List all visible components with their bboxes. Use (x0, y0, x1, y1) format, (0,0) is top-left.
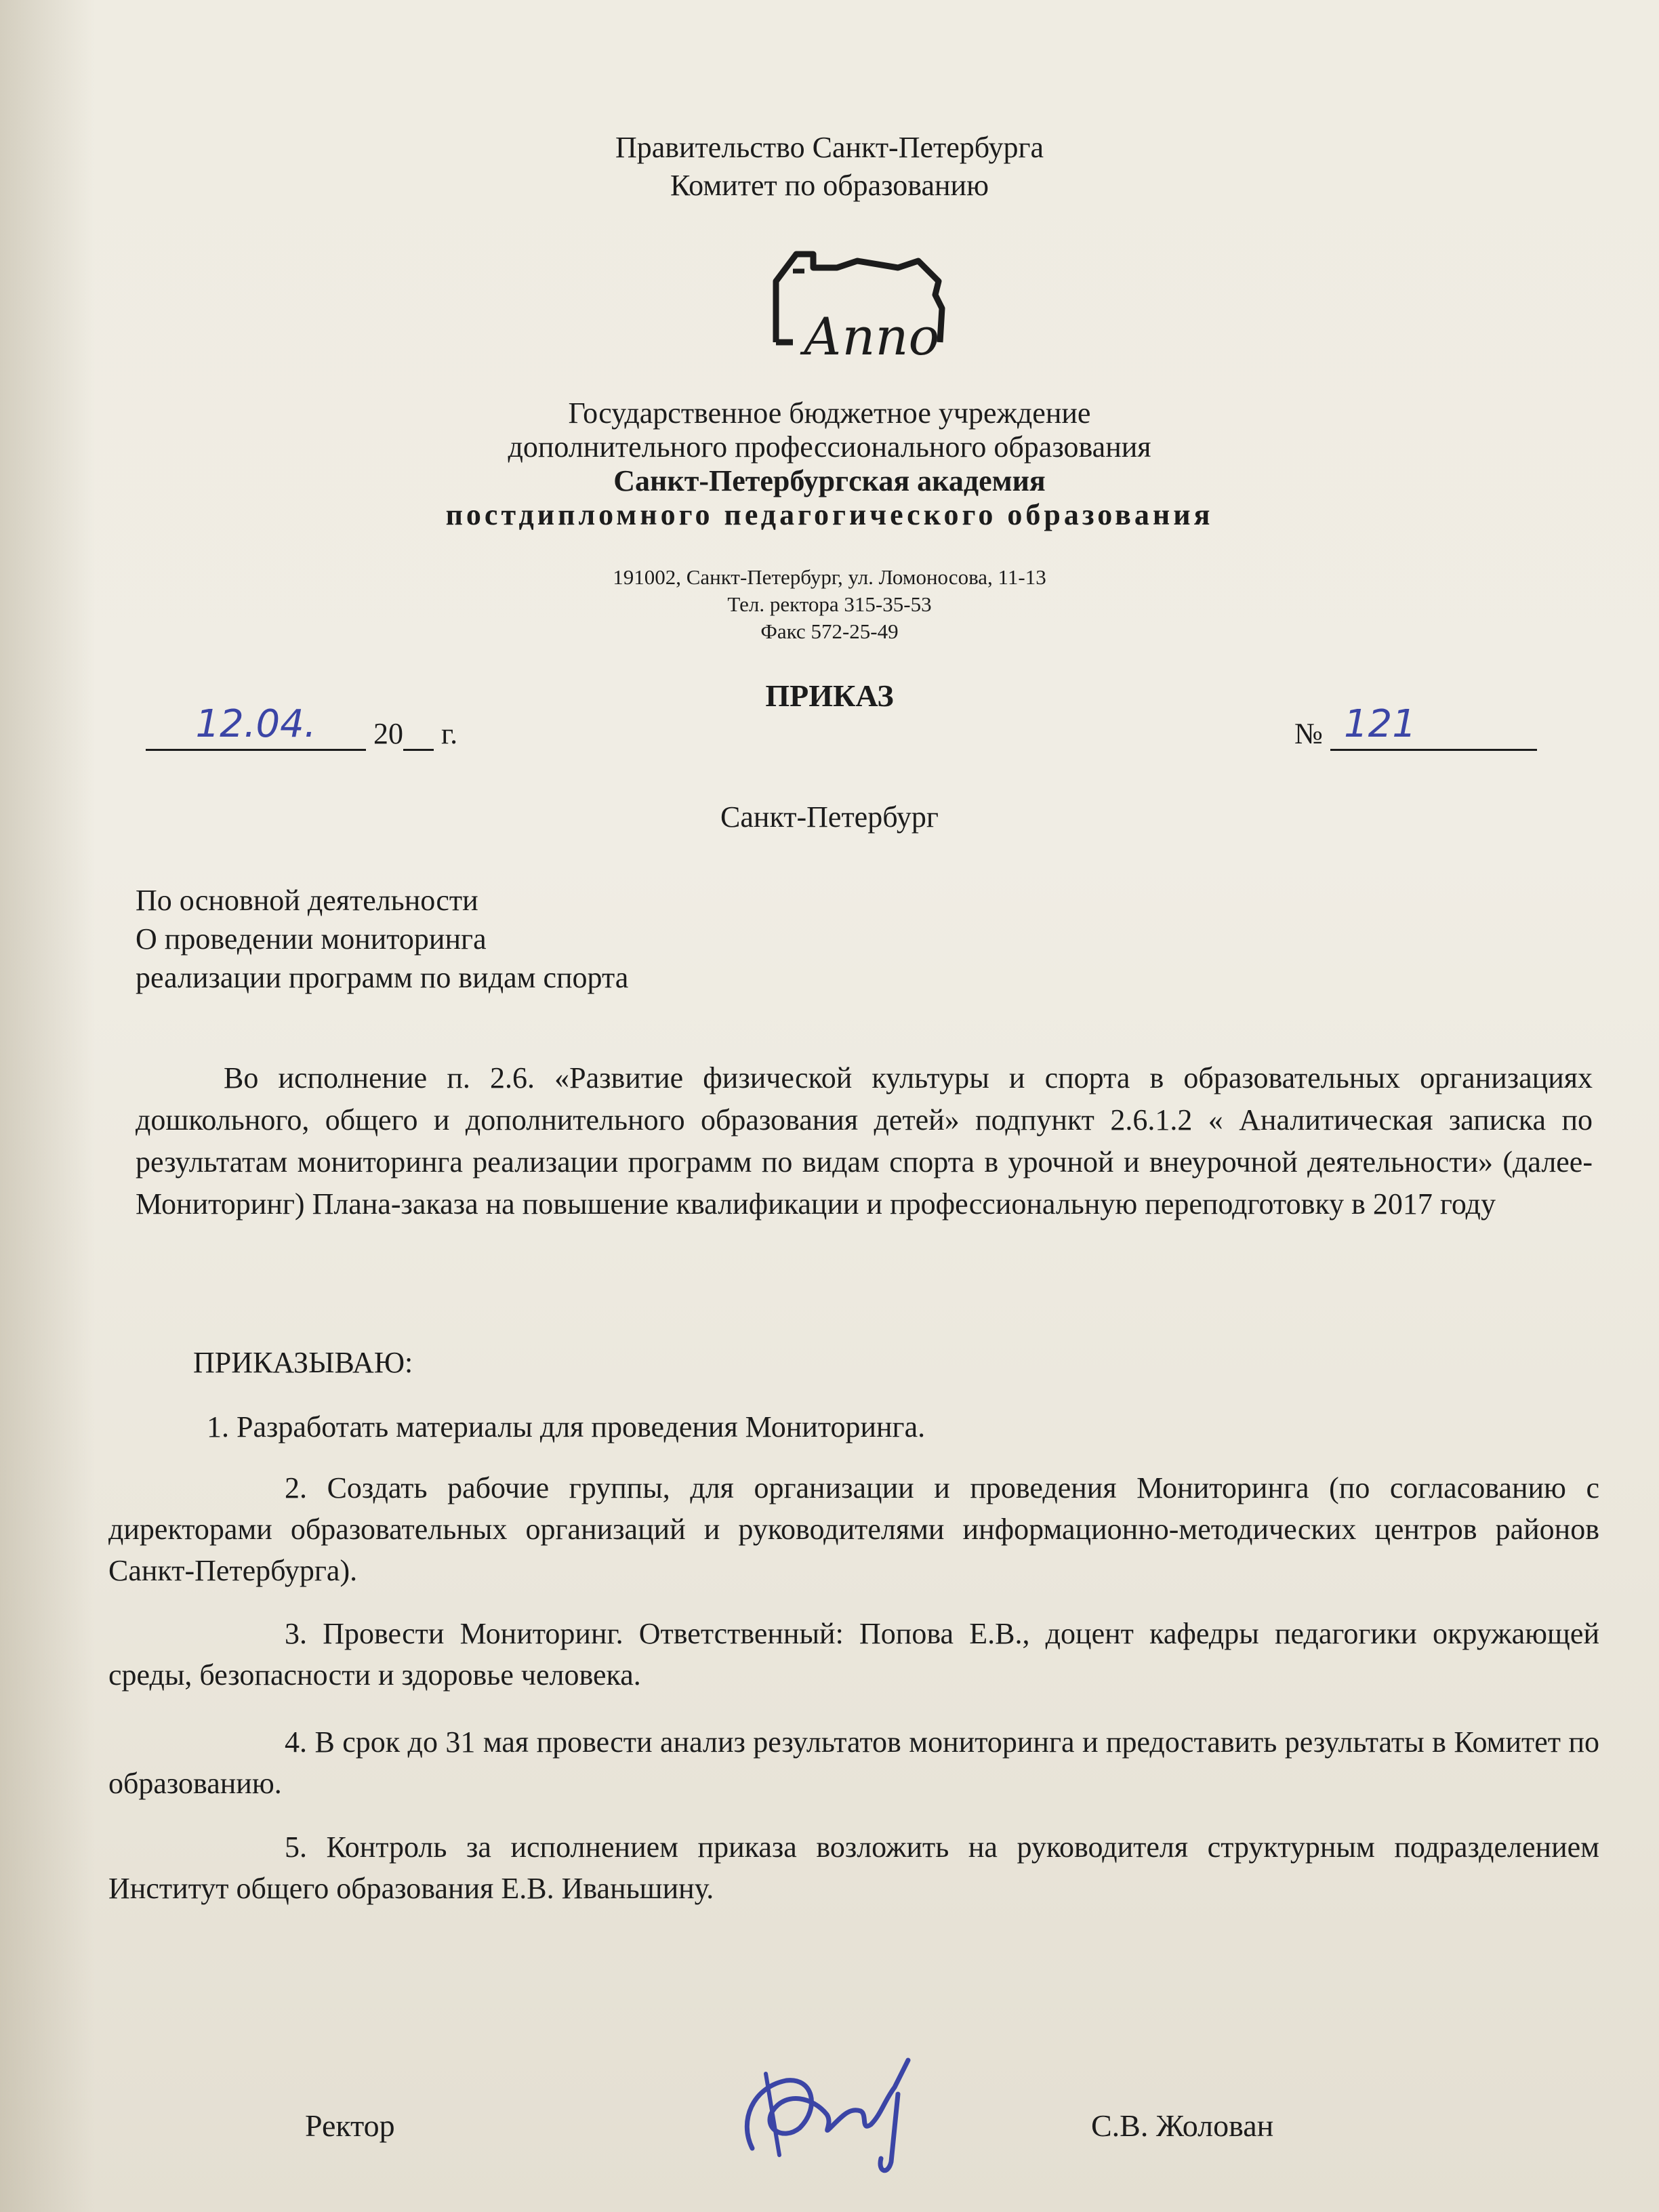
city: Санкт-Петербург (720, 800, 939, 834)
item-number: 5. (285, 1830, 307, 1864)
organization-header (0, 396, 1659, 532)
order-subject (136, 881, 628, 997)
government-header (0, 129, 1659, 205)
order-title: ПРИКАЗ (765, 678, 894, 713)
list-item (108, 1826, 1599, 1909)
date-blank (146, 702, 366, 751)
decree-label: ПРИКАЗЫВАЮ: (193, 1346, 413, 1379)
signer-name: С.В. Жолован (1091, 2108, 1274, 2143)
year-blank (403, 715, 434, 751)
date-handwritten: 12.04. (195, 702, 316, 746)
fax: Факс 572-25-49 (760, 619, 899, 643)
handwritten-signature-icon (725, 2047, 949, 2182)
preamble (136, 1057, 1593, 1225)
appo-logo-icon (762, 241, 966, 363)
number-label: № (1294, 717, 1323, 750)
item-number: 4. (285, 1725, 307, 1759)
list-item (108, 1613, 1599, 1696)
committee-name: Комитет по образованию (670, 169, 989, 202)
page-shadow (0, 0, 95, 2212)
item-number: 3. (285, 1617, 307, 1650)
rector-phone: Тел. ректора 315-35-53 (727, 592, 932, 616)
list-item (108, 1406, 1599, 1448)
org-line-2: дополнительного профессионального образования (508, 430, 1151, 464)
government-name: Правительство Санкт-Петербурга (615, 131, 1044, 164)
item-number: 2. (285, 1471, 307, 1504)
item-text: Контроль за исполнением приказа возложить на руководителя структурным подразделением Институт общего образования Е.В. Иваньшину. (108, 1830, 1599, 1905)
org-line-3: Санкт-Петербургская академия (613, 464, 1046, 497)
item-text: В срок до 31 мая провести анализ результатов мониторинга и предоставить результаты в Комитет по образованию. (108, 1725, 1599, 1800)
subject-line-2: О проведении мониторинга (136, 922, 487, 956)
org-line-1: Государственное бюджетное учреждение (568, 396, 1091, 430)
item-text: Создать рабочие группы, для организации и проведения Мониторинга (по согласованию с директорами образовательных организаций и руководителями информационно-методических центров районов Санкт-Петербурга). (108, 1471, 1600, 1587)
list-item (108, 1467, 1599, 1591)
list-item (108, 1721, 1599, 1804)
number-blank (1330, 702, 1537, 751)
preamble-text: Во исполнение п. 2.6. «Развитие физической культуры и спорта в образовательных организациях дошкольного, общего и дополнительного образования детей» подпункт 2.6.1.2 « Аналитическая записка по результатам мониторинга реализации программ по видам спорта в урочной и внеурочной деятельности» (далее-Мониторинг) Плана-заказа на повышение квалификации и профессиональную переподготовку в 2017 году (136, 1061, 1593, 1221)
order-date (146, 702, 458, 751)
logo-text: Аппо (803, 306, 940, 363)
subject-line-1: По основной деятельности (136, 884, 478, 917)
signer-role: Ректор (305, 2108, 395, 2143)
address: 191002, Санкт-Петербург, ул. Ломоносова, 11-13 (613, 565, 1046, 589)
order-number (1294, 702, 1537, 751)
item-text: Провести Мониторинг. Ответственный: Попова Е.В., доцент кафедры педагогики окружающей среды, безопасности и здоровье человека. (108, 1617, 1600, 1692)
subject-line-3: реализации программ по видам спорта (136, 961, 629, 994)
year-suffix: г. (441, 717, 458, 750)
item-text: Разработать материалы для проведения Мониторинга. (237, 1410, 926, 1443)
number-handwritten: 121 (1343, 702, 1416, 746)
org-line-4: постдипломного педагогического образования (445, 498, 1214, 531)
year-prefix: 20 (373, 717, 403, 750)
contact-block (0, 564, 1659, 645)
item-number: 1. (207, 1410, 229, 1443)
